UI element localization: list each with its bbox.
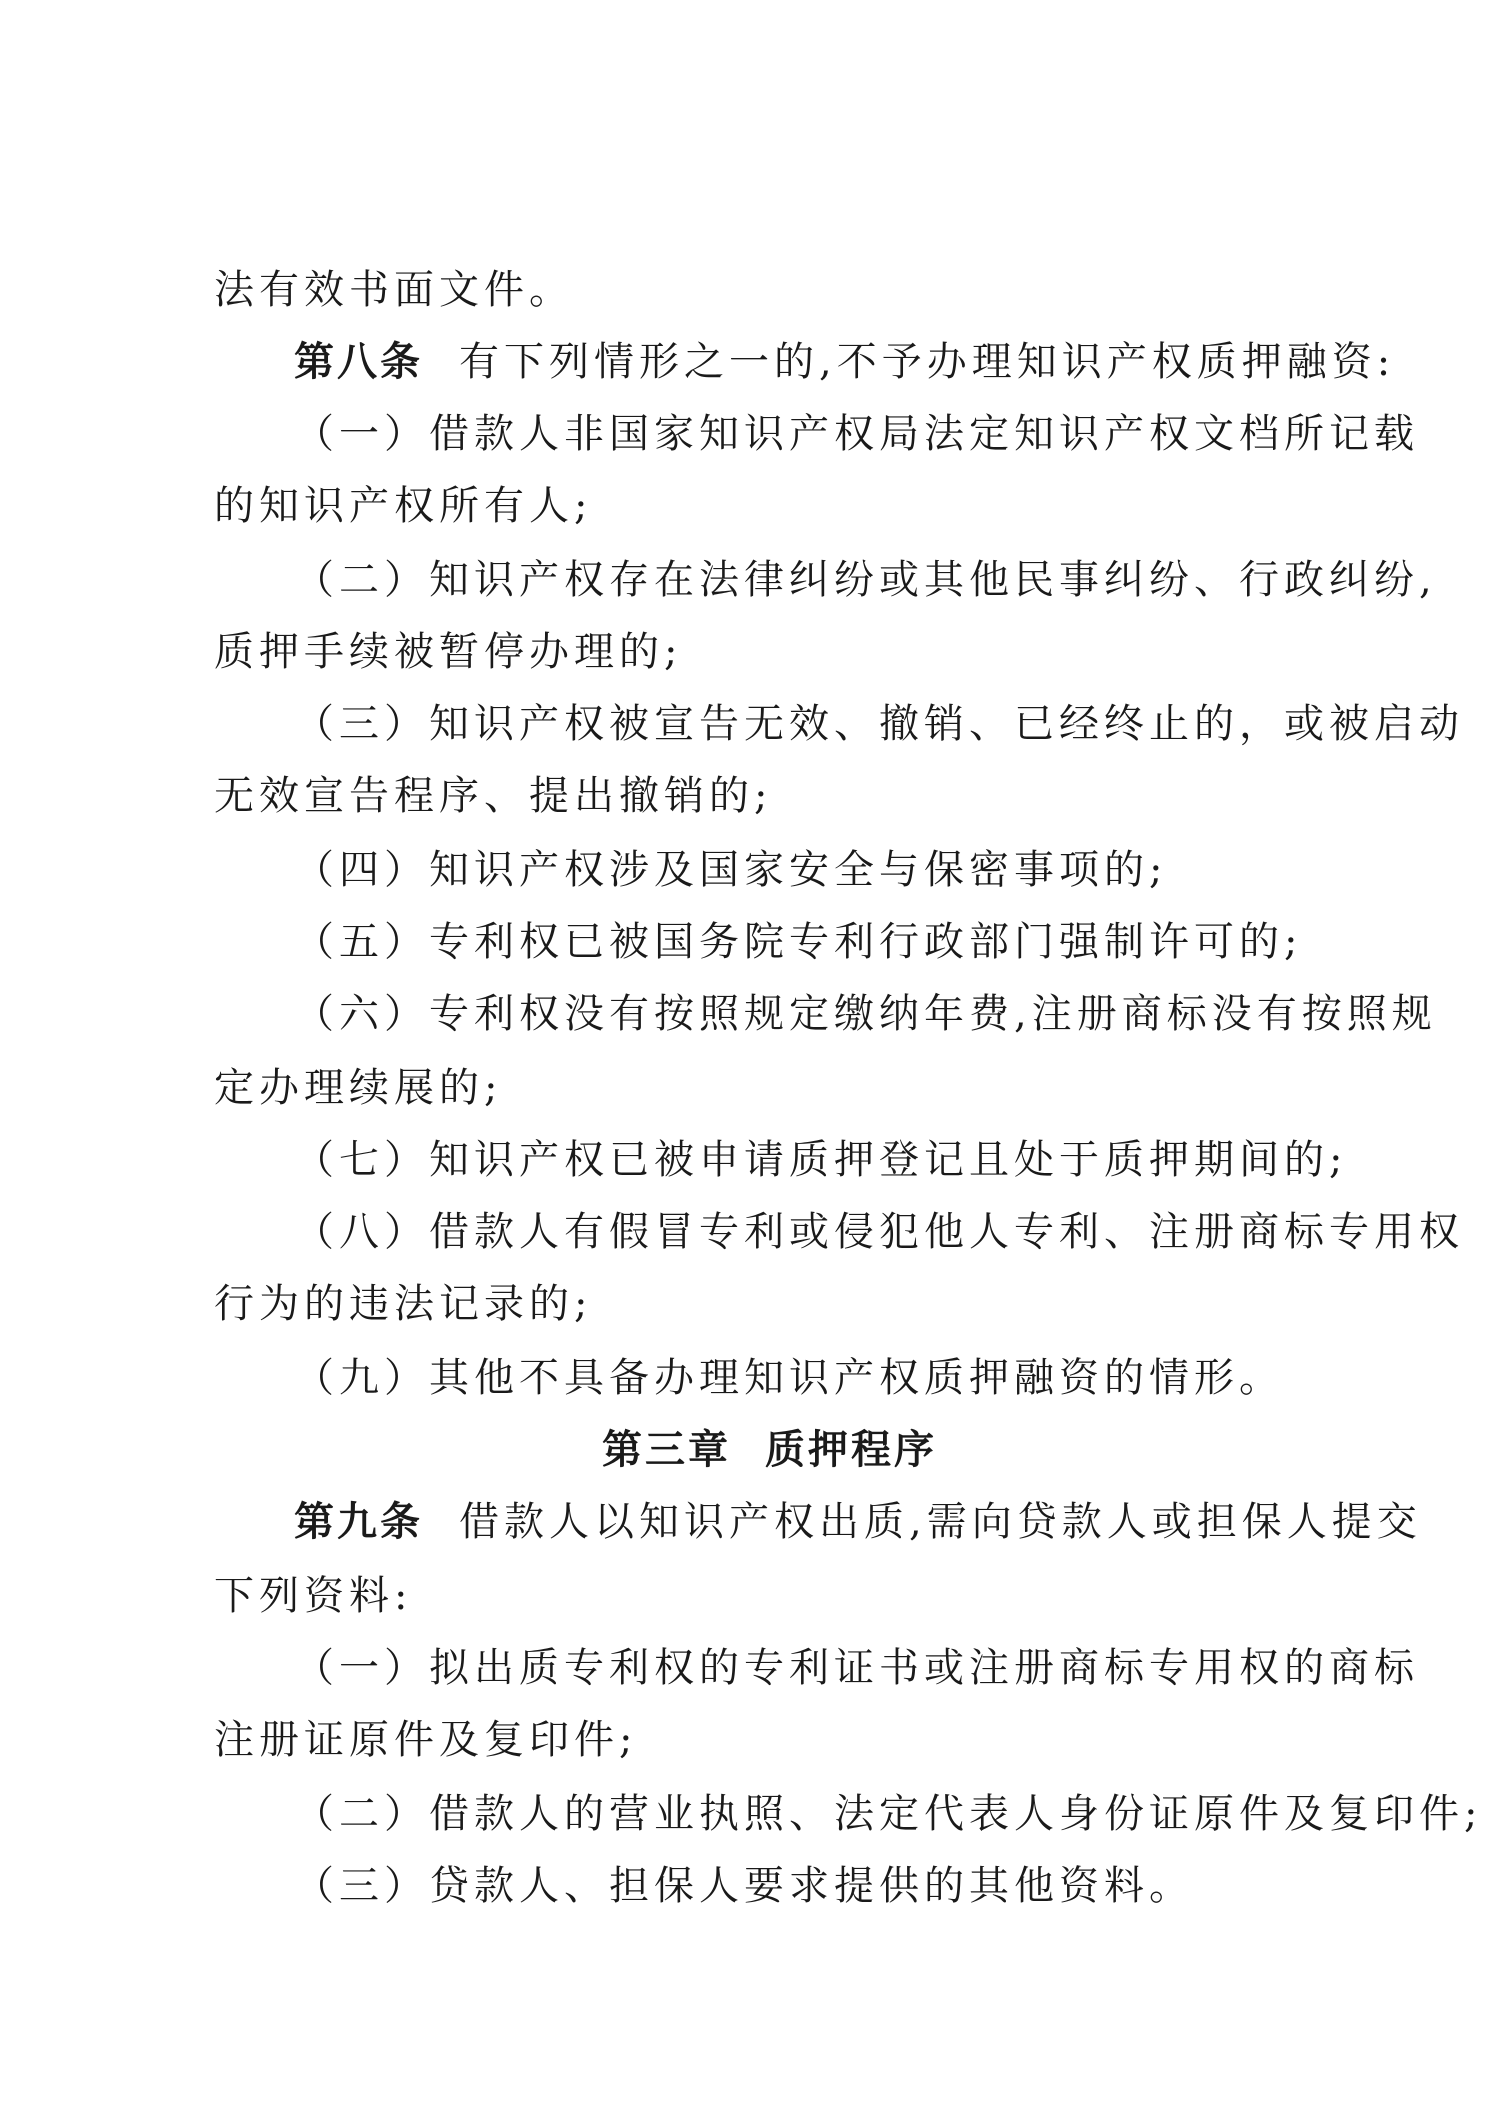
list-item: （六）专利权没有按照规定缴纳年费,注册商标没有按照规 [294,991,1437,1037]
list-item: （八）借款人有假冒专利或侵犯他人专利、注册商标专用权 [294,1209,1464,1255]
text-line: 无效宣告程序、提出撤销的; [214,773,773,819]
text-line: 法有效书面文件。 [214,267,574,313]
chapter-title: 质押程序 [765,1427,937,1473]
text-line: 注册证原件及复印件; [214,1717,638,1763]
list-item: （五）专利权已被国务院专利行政部门强制许可的; [294,919,1303,965]
list-item: （四）知识产权涉及国家安全与保密事项的; [294,847,1168,893]
article-9-title: 第九条 [294,1499,423,1545]
list-item: （三）贷款人、担保人要求提供的其他资料。 [294,1863,1194,1909]
article-8-title: 第八条 [294,339,423,385]
article-8-text: 有下列情形之一的,不予办理知识产权质押融资: [459,339,1396,385]
text-line: 的知识产权所有人; [214,483,593,529]
list-item: （一）拟出质专利权的专利证书或注册商标专用权的商标 [294,1645,1419,1691]
article-9-heading [294,1498,1422,1546]
text-line: 行为的违法记录的; [214,1281,593,1327]
chapter-heading [602,1426,937,1474]
chapter-number: 第三章 [602,1427,731,1473]
article-9-text: 借款人以知识产权出质,需向贷款人或担保人提交 [459,1499,1422,1545]
list-item: （九）其他不具备办理知识产权质押融资的情形。 [294,1355,1284,1401]
text-line: 下列资料: [214,1573,413,1619]
list-item: （三）知识产权被宣告无效、撤销、已经终止的，或被启动 [294,701,1464,747]
list-item: （二）借款人的营业执照、法定代表人身份证原件及复印件; [294,1791,1483,1837]
text-line: 定办理续展的; [214,1065,503,1111]
list-item: （二）知识产权存在法律纠纷或其他民事纠纷、行政纠纷, [294,557,1437,603]
text-line: 质押手续被暂停办理的; [214,629,683,675]
list-item: （七）知识产权已被申请质押登记且处于质押期间的; [294,1137,1348,1183]
article-8-heading [294,338,1395,386]
list-item: （一）借款人非国家知识产权局法定知识产权文档所记载 [294,411,1419,457]
